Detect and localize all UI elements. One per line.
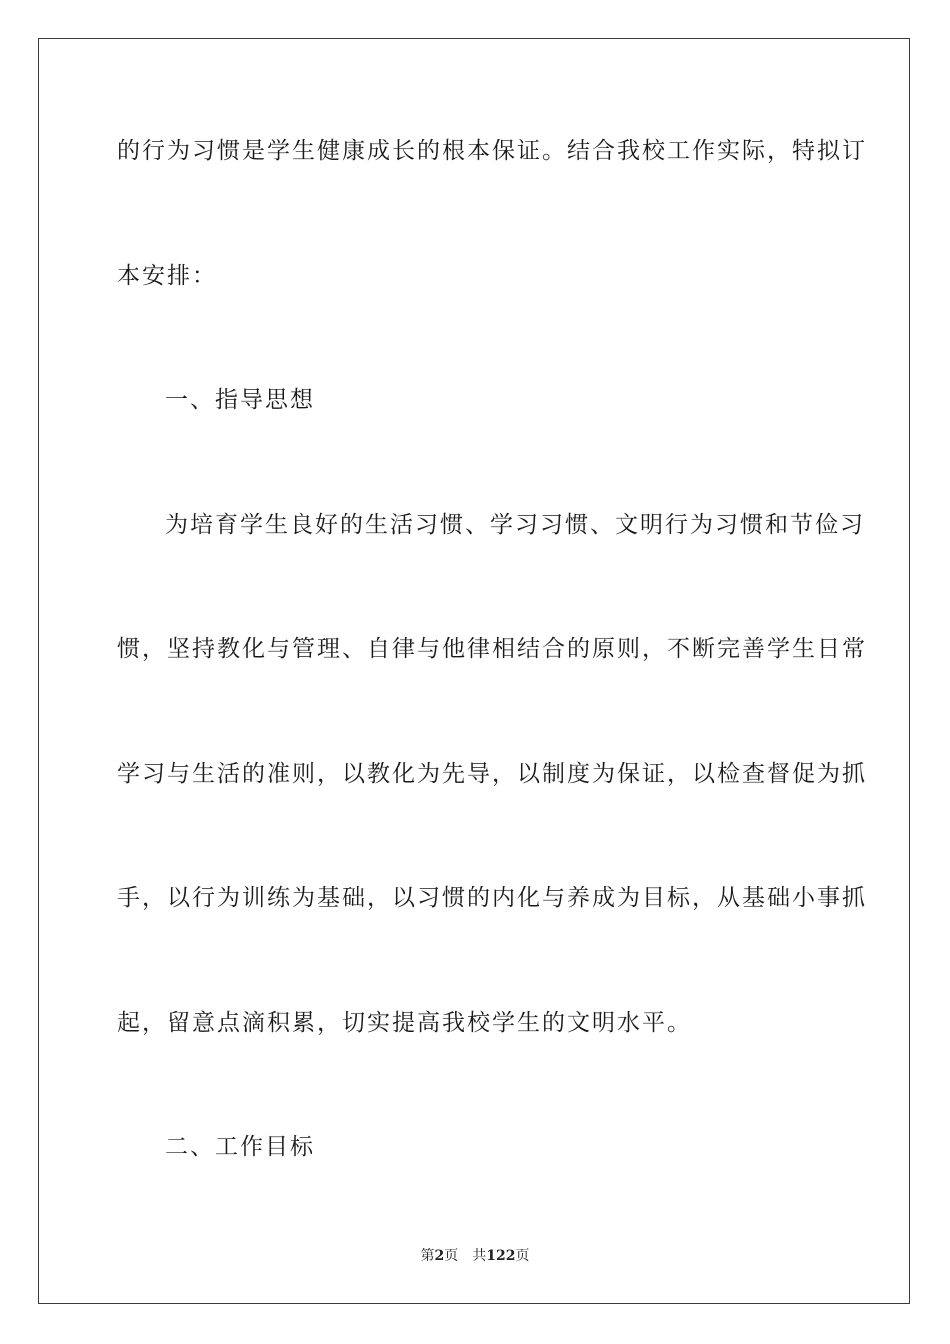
body-text-line: 学习与生活的准则，以教化为先导，以制度为保证，以检查督促为抓 [117, 761, 867, 787]
body-text-line: 起，留意点滴积累，切实提高我校学生的文明水平。 [117, 1010, 692, 1036]
body-text-line: 本安排： [117, 263, 217, 289]
footer-total-pages: 122 [486, 1248, 516, 1264]
body-text-line: 为培育学生良好的生活习惯、学习习惯、文明行为习惯和节俭习 [165, 512, 865, 538]
footer-total-suffix: 页 [515, 1248, 530, 1264]
body-text-line: 手，以行为训练为基础，以习惯的内化与养成为目标，从基础小事抓 [117, 885, 867, 911]
footer-page-number: 2 [434, 1248, 445, 1264]
section-heading: 一、指导思想 [165, 387, 315, 413]
page-footer [0, 1246, 950, 1266]
section-heading: 二、工作目标 [165, 1134, 315, 1160]
body-text-line: 惯，坚持教化与管理、自律与他律相结合的原则，不断完善学生日常 [117, 636, 867, 662]
footer-page-prefix: 第 [420, 1248, 435, 1264]
footer-total-prefix: 共 [472, 1248, 487, 1264]
footer-page-suffix: 页 [444, 1248, 459, 1264]
body-text-line: 的行为习惯是学生健康成长的根本保证。结合我校工作实际，特拟订 [117, 138, 867, 164]
page-border [38, 38, 910, 1304]
